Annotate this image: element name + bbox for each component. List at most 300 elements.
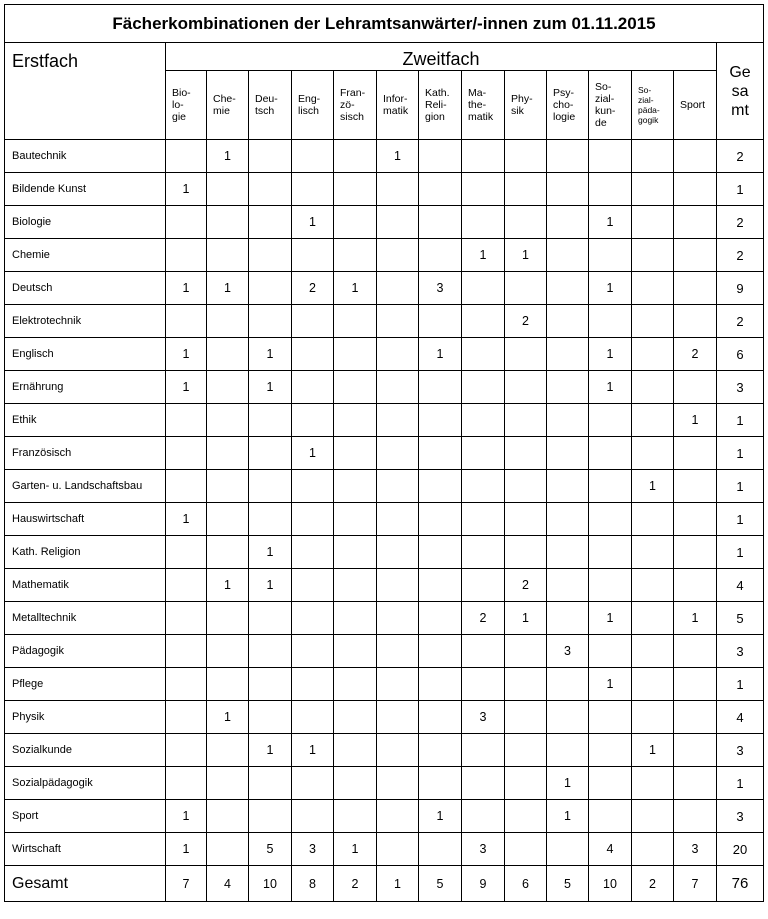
table-row [5,371,764,404]
table-cell [419,503,462,536]
table-cell: 3 [674,833,717,866]
table-cell [334,239,377,272]
table-cell [207,470,249,503]
table-cell [249,437,292,470]
subject-column-header: Sport [674,71,717,140]
table-cell [547,173,589,206]
row-total-cell: 6 [717,338,764,371]
table-cell [207,305,249,338]
table-cell [334,338,377,371]
table-cell [462,635,505,668]
table-cell [334,800,377,833]
table-cell [462,470,505,503]
table-cell [207,206,249,239]
table-cell: 1 [589,206,632,239]
table-row [5,272,764,305]
table-cell [589,800,632,833]
table-cell [419,206,462,239]
footer-cell: 1 [377,866,419,902]
footer-cell: 6 [505,866,547,902]
table-cell [462,173,505,206]
table-cell [462,338,505,371]
table-cell [249,206,292,239]
gesamt-column-header: Ge sa mt [717,43,764,140]
table-cell [249,140,292,173]
table-cell: 1 [547,767,589,800]
table-cell: 1 [166,833,207,866]
footer-cell: 5 [419,866,462,902]
subject-column-header: Che- mie [207,71,249,140]
table-cell [547,272,589,305]
table-cell [334,569,377,602]
row-label: Mathematik [5,569,166,602]
row-total-cell: 20 [717,833,764,866]
table-cell [377,173,419,206]
table-cell [505,833,547,866]
table-cell [462,305,505,338]
table-cell [547,305,589,338]
table-row [5,305,764,338]
table-cell [377,569,419,602]
table-cell [632,635,674,668]
table-row [5,503,764,536]
table-cell [547,239,589,272]
table-cell [589,173,632,206]
table-cell [207,635,249,668]
table-cell: 1 [292,734,334,767]
table-cell [207,767,249,800]
row-label: Kath. Religion [5,536,166,569]
table-cell [419,437,462,470]
table-cell: 1 [589,602,632,635]
table-cell [632,503,674,536]
table-cell [505,206,547,239]
table-cell [292,338,334,371]
table-cell: 2 [505,305,547,338]
table-cell [674,635,717,668]
table-cell [377,272,419,305]
table-cell [377,470,419,503]
table-cell [166,767,207,800]
table-cell: 1 [292,206,334,239]
table-cell [377,239,419,272]
table-cell [547,833,589,866]
table-cell [249,272,292,305]
table-row [5,800,764,833]
table-cell [377,767,419,800]
table-cell [505,635,547,668]
table-cell: 3 [462,701,505,734]
table-cell [249,800,292,833]
table-cell [419,668,462,701]
row-total-cell: 1 [717,437,764,470]
table-cell [419,470,462,503]
table-cell: 1 [419,800,462,833]
table-cell [505,338,547,371]
table-cell: 1 [249,338,292,371]
table-cell [292,536,334,569]
table-cell [166,635,207,668]
table-cell [377,305,419,338]
table-cell: 2 [292,272,334,305]
table-cell [547,602,589,635]
table-cell: 1 [334,272,377,305]
table-cell: 1 [462,239,505,272]
row-total-cell: 4 [717,701,764,734]
table-cell [674,734,717,767]
table-cell [292,701,334,734]
table-cell [419,140,462,173]
row-label: Chemie [5,239,166,272]
row-label: Französisch [5,437,166,470]
row-label: Sozialkunde [5,734,166,767]
table-cell [207,338,249,371]
table-cell [292,635,334,668]
footer-cell: 4 [207,866,249,902]
subject-column-header: Phy- sik [505,71,547,140]
table-cell [547,734,589,767]
table-row [5,173,764,206]
table-cell [249,470,292,503]
table-cell [334,503,377,536]
table-body [5,140,764,866]
row-label: Pflege [5,668,166,701]
table-row [5,437,764,470]
table-cell: 1 [166,371,207,404]
table-cell: 1 [207,569,249,602]
table-cell [377,437,419,470]
table-cell: 1 [632,734,674,767]
table-cell [377,668,419,701]
table-cell [632,701,674,734]
table-cell [377,371,419,404]
row-label: Hauswirtschaft [5,503,166,536]
table-cell: 1 [419,338,462,371]
subject-combination-table [4,4,764,902]
table-cell: 1 [166,173,207,206]
table-cell [334,404,377,437]
row-total-cell: 2 [717,239,764,272]
table-cell [249,239,292,272]
table-cell [505,272,547,305]
table-cell: 1 [674,404,717,437]
table-cell [632,404,674,437]
table-cell [377,635,419,668]
table-cell [377,404,419,437]
table-row [5,701,764,734]
table-cell [632,668,674,701]
table-row [5,206,764,239]
table-cell [166,239,207,272]
table-cell [462,767,505,800]
table-cell: 2 [505,569,547,602]
table-cell [674,371,717,404]
row-label: Bautechnik [5,140,166,173]
table-cell [547,371,589,404]
row-total-cell: 3 [717,635,764,668]
table-cell [674,569,717,602]
table-cell [166,569,207,602]
subject-column-header: Infor- matik [377,71,419,140]
table-cell [674,503,717,536]
table-cell [589,140,632,173]
table-cell [632,140,674,173]
row-total-cell: 1 [717,470,764,503]
footer-cell: 2 [632,866,674,902]
table-cell [505,404,547,437]
table-cell [207,503,249,536]
table-cell [207,404,249,437]
table-cell [462,140,505,173]
table-cell [249,701,292,734]
table-cell [589,536,632,569]
table-cell [292,668,334,701]
table-cell [419,734,462,767]
table-cell [419,569,462,602]
table-row [5,635,764,668]
table-cell [505,701,547,734]
table-cell [334,140,377,173]
row-total-cell: 1 [717,668,764,701]
table-cell: 5 [249,833,292,866]
subject-column-header: Psy- cho- logie [547,71,589,140]
table-cell: 1 [547,800,589,833]
table-cell [166,536,207,569]
table-cell [292,767,334,800]
table-cell [505,173,547,206]
table-cell [292,569,334,602]
table-cell: 3 [292,833,334,866]
table-cell [632,536,674,569]
table-row [5,734,764,767]
table-cell [589,470,632,503]
row-label: Pädagogik [5,635,166,668]
table-cell [632,371,674,404]
row-label: Garten- u. Landschaftsbau [5,470,166,503]
table-cell [589,701,632,734]
table-cell [419,635,462,668]
footer-cell: 7 [674,866,717,902]
table-cell [419,404,462,437]
table-cell [419,305,462,338]
subject-column-header: Ma- the- matik [462,71,505,140]
table-cell [292,503,334,536]
table-cell: 1 [249,569,292,602]
table-cell [207,239,249,272]
table-row [5,668,764,701]
table-cell: 1 [589,272,632,305]
table-cell [166,206,207,239]
row-total-cell: 1 [717,536,764,569]
row-label: Deutsch [5,272,166,305]
table-cell [547,338,589,371]
table-cell: 1 [674,602,717,635]
table-cell [674,536,717,569]
row-label: Ethik [5,404,166,437]
table-cell [419,173,462,206]
table-cell [674,239,717,272]
table-cell: 1 [589,338,632,371]
table-cell: 1 [377,140,419,173]
table-cell: 3 [462,833,505,866]
row-total-cell: 2 [717,305,764,338]
table-cell [334,371,377,404]
table-cell [462,371,505,404]
table-cell [292,305,334,338]
table-cell [207,371,249,404]
footer-cell: 10 [589,866,632,902]
row-total-cell: 1 [717,173,764,206]
table-cell [632,206,674,239]
table-cell [207,833,249,866]
footer-cell: 2 [334,866,377,902]
table-cell [292,140,334,173]
table-cell [334,767,377,800]
row-label: Englisch [5,338,166,371]
row-label: Bildende Kunst [5,173,166,206]
table-cell [589,635,632,668]
table-cell [505,140,547,173]
footer-label: Gesamt [5,866,166,902]
table-cell: 3 [419,272,462,305]
footer-cell: 9 [462,866,505,902]
table-cell [462,437,505,470]
table-cell [334,206,377,239]
row-label: Sport [5,800,166,833]
table-cell [632,767,674,800]
table-cell [505,800,547,833]
table-row [5,140,764,173]
table-cell [207,173,249,206]
table-cell [674,206,717,239]
table-cell [207,734,249,767]
table-cell [674,305,717,338]
table-cell [505,437,547,470]
table-cell [334,305,377,338]
row-label: Biologie [5,206,166,239]
table-cell: 3 [547,635,589,668]
table-cell [462,668,505,701]
zweitfach-header: Zweitfach [166,43,717,71]
table-cell [377,701,419,734]
table-cell [547,569,589,602]
table-cell [166,404,207,437]
table-cell [249,602,292,635]
table-cell [632,338,674,371]
table-cell [505,371,547,404]
table-cell [505,503,547,536]
table-cell [632,305,674,338]
table-title: Fächerkombinationen der Lehramtsanwärter/-innen zum 01.11.2015 [5,5,764,43]
table-cell [674,437,717,470]
footer-cell: 5 [547,866,589,902]
table-cell [419,833,462,866]
table-cell [249,503,292,536]
table-cell: 4 [589,833,632,866]
table-cell [547,503,589,536]
table-cell [589,305,632,338]
table-cell [674,140,717,173]
row-total-cell: 5 [717,602,764,635]
table-row [5,470,764,503]
table-cell [207,437,249,470]
table-cell [462,734,505,767]
table-cell [334,602,377,635]
table-cell [292,800,334,833]
table-cell [632,602,674,635]
table-cell [505,536,547,569]
table-cell [632,173,674,206]
table-cell [547,140,589,173]
table-row [5,338,764,371]
table-cell [589,734,632,767]
footer-total-row [5,866,764,902]
table-cell [674,470,717,503]
table-cell [166,734,207,767]
row-total-cell: 9 [717,272,764,305]
table-cell [547,404,589,437]
row-label: Physik [5,701,166,734]
subject-column-header: So- zial- päda- gogik [632,71,674,140]
table-cell [632,833,674,866]
table-cell [377,536,419,569]
table-cell [292,173,334,206]
table-row [5,239,764,272]
table-cell [207,536,249,569]
table-cell [207,668,249,701]
row-label: Metalltechnik [5,602,166,635]
table-cell: 1 [166,272,207,305]
table-cell [462,503,505,536]
table-cell [547,470,589,503]
table-cell [419,536,462,569]
table-cell [589,404,632,437]
table-cell: 1 [505,239,547,272]
table-cell: 2 [674,338,717,371]
table-cell [334,668,377,701]
table-cell [334,635,377,668]
table-cell [377,833,419,866]
table-cell [166,305,207,338]
table-cell [249,668,292,701]
table-cell [292,404,334,437]
row-total-cell: 3 [717,371,764,404]
table-cell [419,701,462,734]
row-total-cell: 2 [717,206,764,239]
table-cell [674,272,717,305]
table-cell [674,701,717,734]
table-cell [249,767,292,800]
table-cell [377,503,419,536]
table-cell: 2 [462,602,505,635]
table-cell [207,602,249,635]
table-cell [674,767,717,800]
table-cell: 1 [334,833,377,866]
row-label: Wirtschaft [5,833,166,866]
table-cell [547,536,589,569]
table-cell [377,206,419,239]
footer-cell: 8 [292,866,334,902]
table-cell [674,173,717,206]
row-total-cell: 3 [717,800,764,833]
footer-cell: 7 [166,866,207,902]
table-cell [292,470,334,503]
table-cell [632,239,674,272]
table-cell [462,404,505,437]
table-cell [166,701,207,734]
table-cell [462,800,505,833]
table-cell: 1 [292,437,334,470]
